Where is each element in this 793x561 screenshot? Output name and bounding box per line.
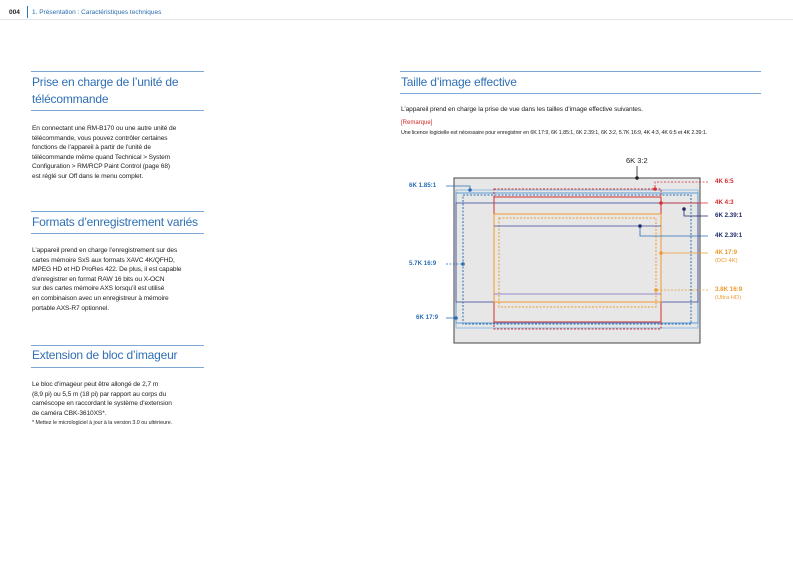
label-4k-6-5: 4K 6:5 (715, 178, 734, 185)
remark-text: Une licence logicielle est nécessaire pour enregistrer en 6K 17:9, 6K 1.85:1, 6K 2.39:1, 6K 3:2, 5.7K 16:9, 4K 4:3, 4K 6:5 et 4K 2.39:1. (401, 130, 708, 136)
label-3-8k-16-9-sub: (Ultra HD) (715, 295, 742, 301)
title-line: Prise en charge de l’unité de (32, 75, 179, 89)
footnote: * Mettez le micrologiciel à jour à la version 3.0 ou ultérieure. (32, 420, 173, 426)
label-4k-17-9-sub: (DCI 4K) (715, 258, 738, 264)
body-line: portable AXS-R7 optionnel. (32, 304, 109, 312)
body-line: Configuration > RM/RCP Paint Control (page 68) (32, 163, 171, 171)
body-line: télécommande même quand Technical > System (32, 153, 171, 161)
dot-6k-17-9 (454, 316, 458, 320)
body-line: télécommande, vous pouvez contrôler certaines (32, 134, 168, 142)
dot-6k-1-85 (468, 188, 472, 192)
title-line: télécommande (32, 92, 109, 106)
chapter-title[interactable]: 1. Présentation : Caractéristiques techniques (32, 9, 162, 16)
intro-text: L’appareil prend en charge la prise de vue dans les tailles d’image effective suivantes. (401, 106, 643, 113)
body-line: En connectant une RM-B170 ou une autre unité de (32, 125, 177, 132)
label-6k-17-9: 6K 17:9 (416, 314, 439, 321)
body-line: sur des cartes mémoire AXS lorsqu’il est utilisé (32, 285, 165, 293)
dot-3-8k (654, 288, 658, 292)
label-4k-17-9: 4K 17:9 (715, 249, 738, 256)
page-number: 004 (9, 9, 20, 16)
body-line: (8,9 pi) ou 5,5 m (18 pi) par rapport au corps du (32, 390, 167, 398)
body-line: Le bloc d’imageur peut être allongé de 2,7 m (32, 381, 159, 388)
body-line: caméscope en raccordant le système d’extension (32, 400, 172, 408)
label-5-7k-16-9: 5.7K 16:9 (409, 260, 437, 267)
dot-5-7k (461, 262, 465, 266)
body-line: en combinaison avec un enregistreur à mémoire (32, 294, 169, 302)
label-6k-1-85: 6K 1.85:1 (409, 182, 437, 189)
body-line: de caméra CBK-3610XS*. (32, 409, 107, 417)
label-4k-2-39: 4K 2.39:1 (715, 232, 743, 239)
section-title-effective-size: Taille d’image effective (401, 75, 517, 89)
body-line: est réglé sur Off dans le menu complet. (32, 172, 144, 180)
dot-4k-6-5 (653, 187, 657, 191)
body-line: fonctions de l’appareil à partir de l’unité de (32, 144, 151, 152)
label-3-8k-16-9: 3.8K 16:9 (715, 286, 743, 293)
body-line: d’enregistrer en format RAW 16 bits ou X-OCN (32, 275, 165, 283)
body-line: L’appareil prend en charge l’enregistrement sur des (32, 247, 178, 254)
label-4k-4-3: 4K 4:3 (715, 199, 734, 206)
label-6k-3-2: 6K 3:2 (626, 156, 648, 165)
remark-label: [Remarque] (401, 120, 433, 126)
dot-6k-2-39 (682, 207, 686, 211)
label-6k-2-39: 6K 2.39:1 (715, 212, 743, 219)
dot-4k-17-9 (659, 251, 663, 255)
dot-4k-2-39 (638, 224, 642, 228)
dot-6k-3-2 (635, 176, 639, 180)
body-line: cartes mémoire SxS aux formats XAVC 4K/QFHD, (32, 256, 175, 264)
title-line: Extension de bloc d’imageur (32, 348, 178, 362)
dot-4k-4-3 (659, 201, 663, 205)
title-line: Formats d’enregistrement variés (32, 215, 198, 229)
body-line: MPEG HD et HD ProRes 422. De plus, il est capable (32, 266, 182, 274)
